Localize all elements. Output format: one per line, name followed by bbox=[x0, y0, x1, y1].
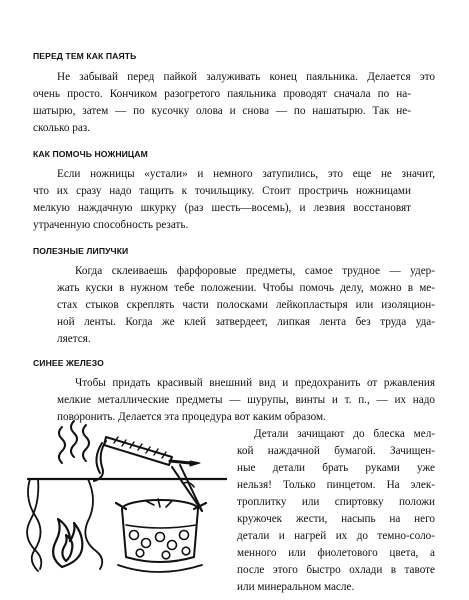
heat-squiggles-icon bbox=[59, 421, 89, 463]
text-line: Не забывай перед пайкой залуживать конец паяльника. Делается это bbox=[57, 71, 435, 83]
text-line: Детали зачищают до блеска мел- bbox=[254, 428, 435, 440]
text-line: жать куски в нужном тебе положении. Чтобы помочь делу, можно в ме- bbox=[57, 282, 435, 294]
text-line: ляется. bbox=[57, 333, 91, 345]
heading-blue-iron: СИНЕЕ ЖЕЛЕЗО bbox=[33, 358, 104, 368]
text-line: что их сразу надо тащить к точильщику. Стоит простричь ножницами bbox=[33, 185, 411, 197]
flame-icon bbox=[53, 519, 82, 567]
paragraph-before-soldering bbox=[33, 69, 435, 137]
text-line: мелкие металлические предметы — шурупы, винты и т. п., — их надо bbox=[57, 394, 435, 406]
text-line: Если ножницы «устали» и немного затупились, это еще не значит, bbox=[57, 168, 435, 180]
paragraph-useful-tapes bbox=[57, 263, 435, 348]
pot-base bbox=[118, 565, 202, 572]
text-line: детали и нагрей их до темно-соло- bbox=[237, 530, 435, 542]
text-line: мелкую наждачную шкурку (раз шесть—восемь), и лезвия восстановят bbox=[33, 202, 411, 214]
text-line: Когда склеиваешь фарфоровые предметы, самое трудное — удер- bbox=[75, 265, 435, 277]
text-line: очень просто. Кончиком разогретого паяльника проводят сначала по на- bbox=[33, 88, 411, 100]
text-line: менного или фиолетового цвета, а bbox=[237, 547, 435, 559]
heading-help-scissors: КАК ПОМОЧЬ НОЖНИЦАМ bbox=[33, 149, 148, 159]
text-line: кой наждачной бумагой. Зачищен- bbox=[237, 445, 435, 457]
soldering-illustration bbox=[22, 405, 227, 585]
text-line: после этого быстро охлади в тавоте bbox=[237, 564, 435, 576]
text-line: троплитку или спиртовку положи bbox=[237, 496, 435, 508]
text-line: стах стыков скреплять части полосками лейкопластыря или изоляцион- bbox=[57, 299, 435, 311]
text-line: ной ленты. Когда же клей затвердеет, липкая лента без труда уда- bbox=[57, 316, 435, 328]
heading-before-soldering: ПЕРЕД ТЕМ КАК ПАЯТЬ bbox=[33, 51, 137, 61]
text-line: кружочек жести, насыпь на него bbox=[237, 513, 435, 525]
text-line: или минеральном масле. bbox=[237, 581, 355, 593]
paragraph-help-scissors bbox=[33, 166, 435, 234]
text-line: Чтобы придать красивый внешний вид и предохранить от ржавления bbox=[75, 377, 435, 389]
pot-icon bbox=[116, 499, 206, 562]
text-line: поворонить. Делается эта процедура вот каким образом. bbox=[57, 411, 326, 423]
text-line: шатырю, затем — по кусочку олова и снова — по нашатырю. Так не- bbox=[33, 105, 411, 117]
paragraph-blue-iron-procedure bbox=[237, 426, 435, 596]
text-line: ные детали брать руками уже bbox=[237, 462, 435, 474]
text-line: нельзя! Только пинцетом. На элек- bbox=[237, 479, 435, 491]
text-line: утраченную способность резать. bbox=[33, 219, 189, 231]
text-line: сколько раз. bbox=[33, 122, 90, 134]
heading-useful-tapes: ПОЛЕЗНЫЕ ЛИПУЧКИ bbox=[33, 246, 129, 256]
